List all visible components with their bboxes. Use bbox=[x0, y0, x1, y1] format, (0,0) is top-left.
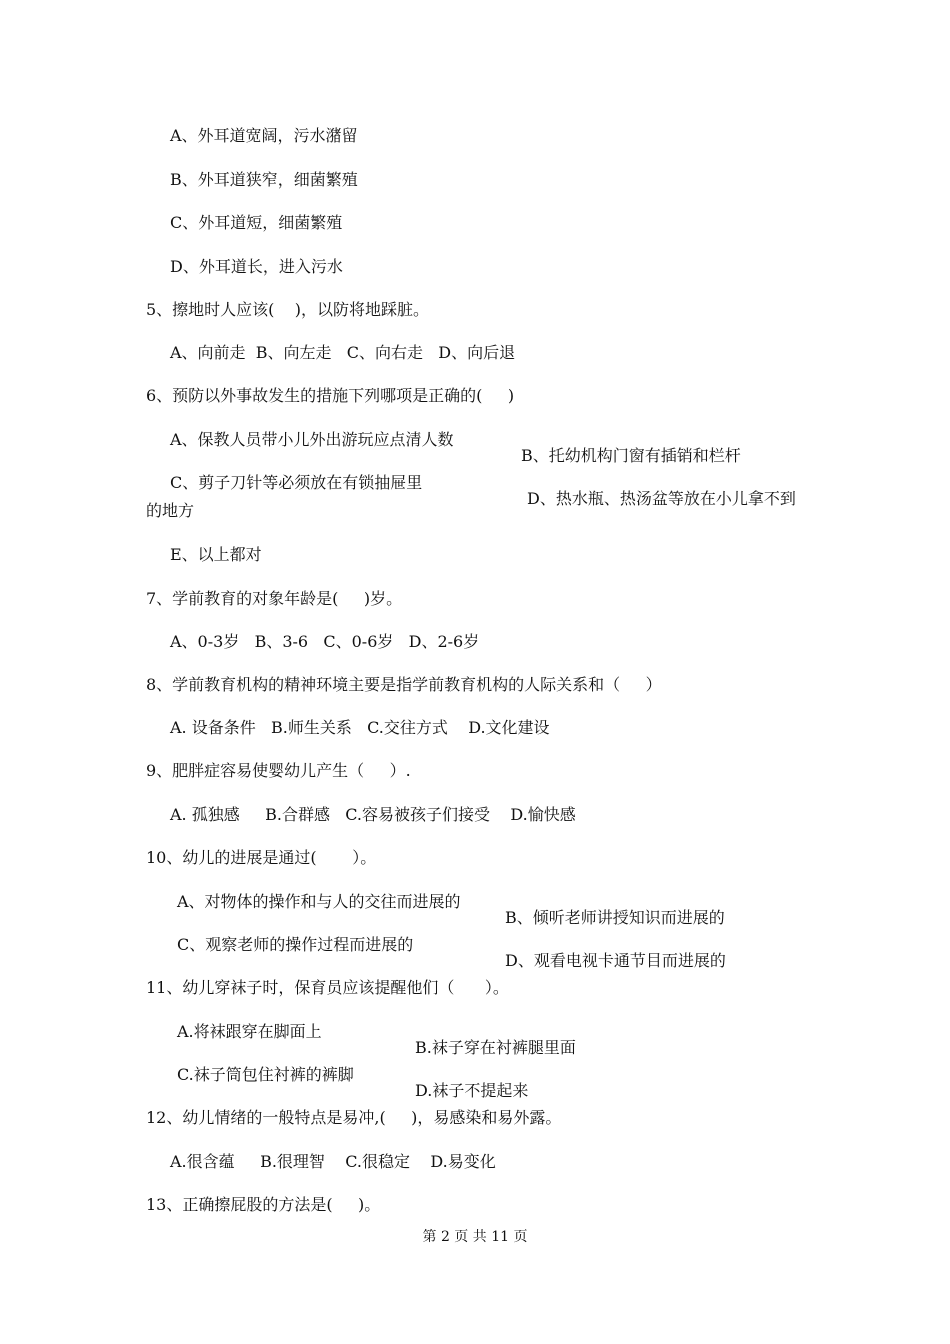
question-10-option-c: C、观察老师的操作过程而进展的 bbox=[177, 935, 414, 954]
question-6-stem: 6、预防以外事故发生的措施下列哪项是正确的( ) bbox=[146, 386, 515, 405]
question-8-options: A. 设备条件 B.师生关系 C.交往方式 D.文化建设 bbox=[170, 718, 550, 737]
option-line: D、外耳道长，进入污水 bbox=[170, 257, 343, 276]
option-line: A、外耳道宽阔，污水潴留 bbox=[170, 126, 358, 145]
question-6-option-c: C、剪子刀针等必须放在有锁抽屉里 bbox=[170, 473, 423, 492]
question-7-stem: 7、学前教育的对象年龄是( )岁。 bbox=[146, 589, 403, 608]
question-12-options: A.很含蕴 B.很理智 C.很稳定 D.易变化 bbox=[170, 1152, 496, 1171]
option-line: B、外耳道狭窄，细菌繁殖 bbox=[170, 170, 358, 189]
question-10-option-b: B、倾听老师讲授知识而进展的 bbox=[505, 908, 725, 927]
question-11-option-d: D.袜子不提起来 bbox=[415, 1081, 529, 1100]
question-6-option-a: A、保教人员带小儿外出游玩应点清人数 bbox=[170, 430, 454, 449]
question-6-option-d: D、热水瓶、热汤盆等放在小儿拿不到 bbox=[527, 489, 796, 508]
question-7-options: A、0-3岁 B、3-6 C、0-6岁 D、2-6岁 bbox=[170, 632, 480, 651]
question-6-option-b: B、托幼机构门窗有插销和栏杆 bbox=[521, 446, 741, 465]
question-9-options: A. 孤独感 B.合群感 C.容易被孩子们接受 D.愉快感 bbox=[170, 805, 576, 824]
question-10-stem: 10、幼儿的进展是通过( ）。 bbox=[146, 848, 377, 867]
question-6-option-d-continued: 的地方 bbox=[146, 501, 195, 520]
question-5-stem: 5、擦地时人应该( )，以防将地踩脏。 bbox=[146, 300, 430, 319]
question-13-stem: 13、正确擦屁股的方法是( )。 bbox=[146, 1195, 381, 1214]
page-footer: 第 2 页 共 11 页 bbox=[422, 1229, 528, 1245]
question-11-option-c: C.袜子筒包住衬裤的裤脚 bbox=[177, 1065, 354, 1084]
question-10-option-d: D、观看电视卡通节目而进展的 bbox=[505, 951, 726, 970]
question-9-stem: 9、肥胖症容易使婴幼儿产生（ ）. bbox=[146, 761, 411, 780]
question-6-option-e: E、以上都对 bbox=[170, 545, 262, 564]
option-line: C、外耳道短，细菌繁殖 bbox=[170, 213, 343, 232]
question-5-options: A、向前走 B、向左走 C、向右走 D、向后退 bbox=[170, 343, 516, 362]
question-11-option-b: B.袜子穿在衬裤腿里面 bbox=[415, 1038, 576, 1057]
question-11-option-a: A.将袜跟穿在脚面上 bbox=[177, 1022, 322, 1041]
question-11-stem: 11、幼儿穿袜子时，保育员应该提醒他们（ ）。 bbox=[146, 978, 509, 997]
question-12-stem: 12、幼儿情绪的一般特点是易冲,( )，易感染和易外露。 bbox=[146, 1108, 562, 1127]
question-8-stem: 8、学前教育机构的精神环境主要是指学前教育机构的人际关系和（ ） bbox=[146, 675, 662, 694]
question-10-option-a: A、对物体的操作和与人的交往而进展的 bbox=[177, 892, 461, 911]
